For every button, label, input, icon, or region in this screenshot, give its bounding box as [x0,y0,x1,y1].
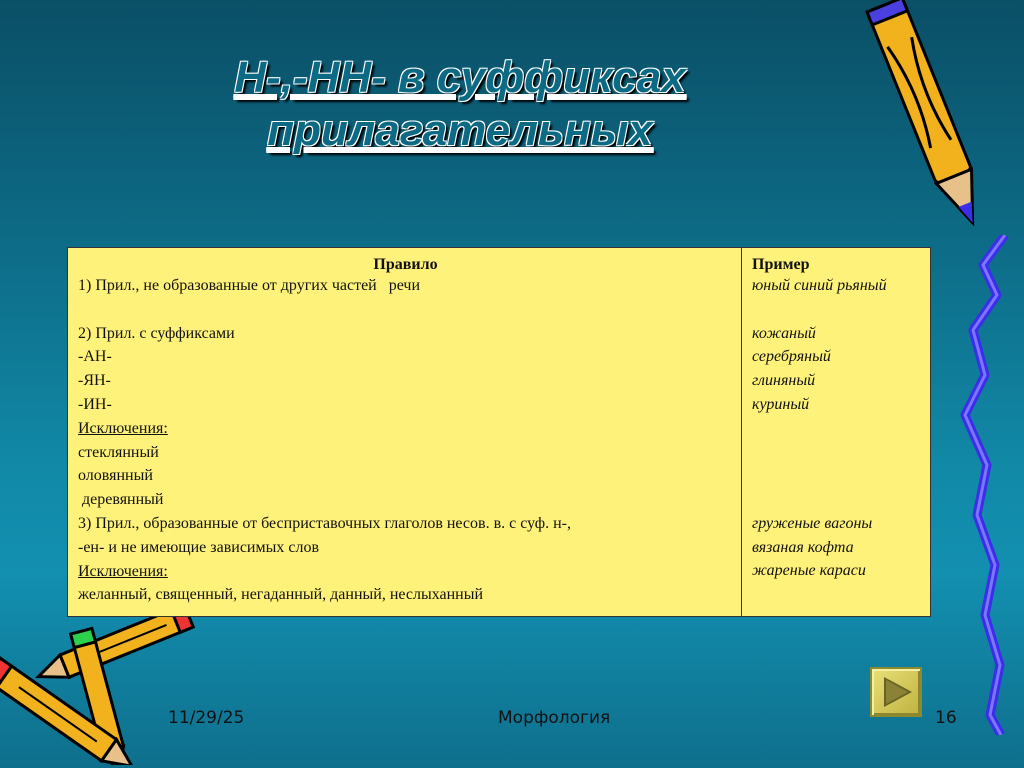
rules-table [67,247,931,617]
pencil-icon [855,0,1015,250]
exceptions-label: Исключения: [78,419,168,437]
rule-line: 2) Прил. с суффиксами [78,324,235,342]
example-line: куриный [752,395,810,413]
example-line: груженые вагоны [752,514,873,532]
rule-column [68,248,742,617]
rule-line: 3) Прил., образованные от бесприставочных глаголов несов. в. с суф. н-, [78,514,571,532]
rule-header: Правило [373,256,438,273]
exceptions-label: Исключения: [78,562,168,580]
rule-line: -ЯН- [78,372,111,390]
rule-line: желанный, священный, негаданный, данный, неслыханный [78,586,484,604]
next-slide-button[interactable] [870,667,922,717]
example-line: юный синий рьяный [752,277,887,294]
rule-line: -АН- [78,348,112,366]
slide-date: 11/29/25 [168,708,245,728]
rule-line: деревянный [78,491,164,509]
example-column [742,248,931,617]
rule-line: стеклянный [78,443,159,461]
rule-line: 1) Прил., не образованные от других частей речи [78,277,421,294]
ribbon-decoration [955,235,1024,735]
slide-title [150,52,770,158]
example-header: Пример [752,256,810,273]
example-line: глиняный [752,372,816,390]
pencils-bottom-left-icon [0,615,210,765]
rule-line: -ен- и не имеющие зависимых слов [78,538,319,556]
slide-page-number: 16 [935,708,957,728]
rule-line: оловянный [78,467,153,485]
rule-line: -ИН- [78,395,112,413]
example-line: вязаная кофта [752,538,854,556]
title-line-2: прилагательных [267,105,653,155]
play-triangle-icon [872,669,920,715]
example-line: жареные караси [752,562,866,580]
example-line: серебряный [752,348,831,366]
slide-subject: Морфология [498,708,611,728]
title-line-1: Н-,-НН- в суффиксах [234,53,686,102]
example-line: кожаный [752,324,816,342]
